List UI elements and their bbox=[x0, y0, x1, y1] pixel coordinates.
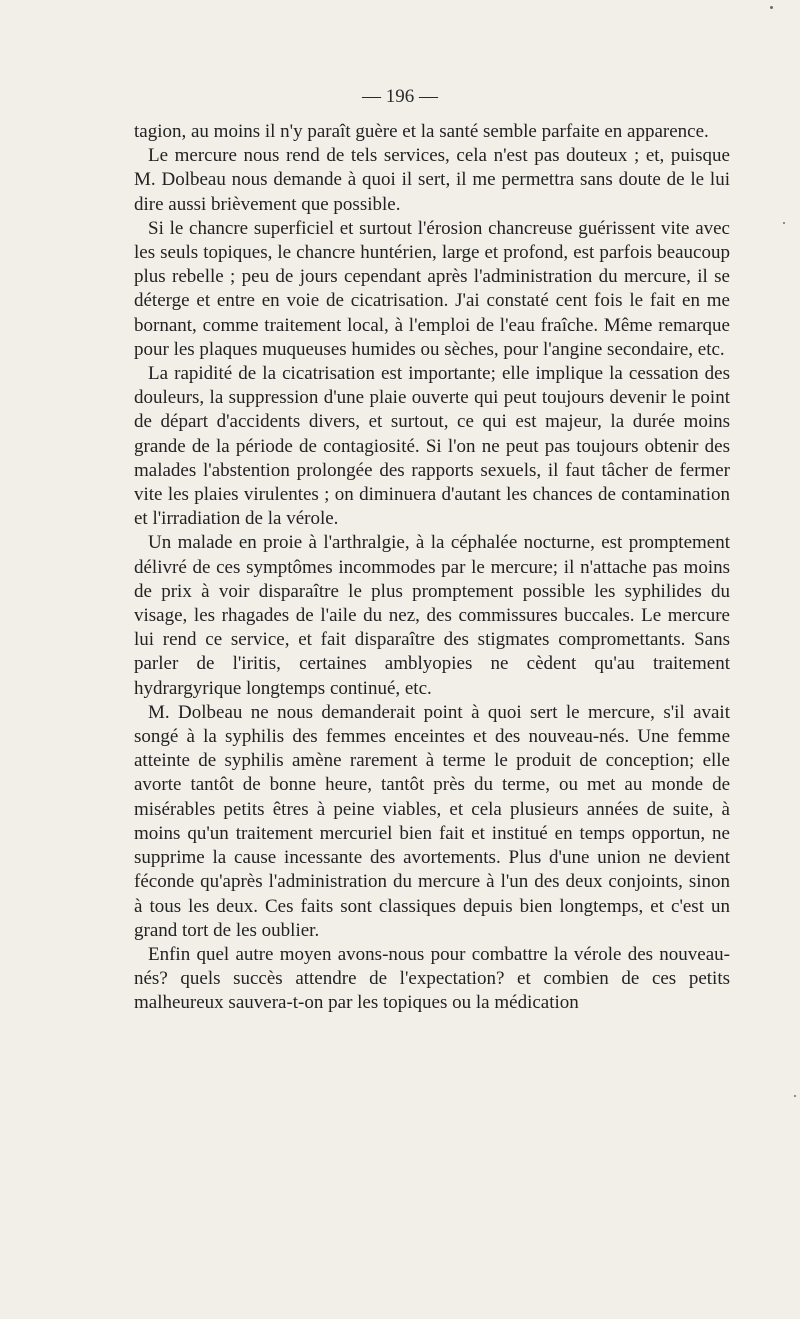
paragraph-1: tagion, au moins il n'y paraît guère et la santé semble parfaite en apparence. bbox=[134, 121, 709, 142]
paper-speck bbox=[783, 222, 785, 224]
paragraph-5: Un malade en proie à l'arthralgie, à la céphalée nocturne, est promptement délivré de ces symptômes incommodes par le mercure; il n'attache pas moins de prix à voir disparaître le plus promptement possible les syphilides du visage, les rhagades de l'aile du nez, des commissures buccales. Le mercure lui rend ce service, et fait disparaître des stigmates compromettants. Sans parler de l'iritis, certaines amblyopies ne cèdent qu'au traitement hydrargyrique longtemps continué, etc. bbox=[134, 532, 730, 699]
paper-speck bbox=[794, 1095, 796, 1097]
body-text bbox=[134, 120, 730, 1016]
paragraph-2: Le mercure nous rend de tels services, cela n'est pas douteux ; et, puisque M. Dolbeau nous demande à quoi il sert, il me permettra sans doute de le lui dire aussi brièvement que possible. bbox=[134, 145, 730, 215]
page-number: — 196 — bbox=[362, 86, 438, 107]
paragraph-4: La rapidité de la cicatrisation est importante; elle implique la cessation des douleurs, la suppression d'une plaie ouverte qui peut toujours devenir le point de départ d'accidents divers, et surtout, ce qui est majeur, la durée moins grande de la période de contagiosité. Si l'on ne peut pas toujours obtenir des malades l'abstention prolongée des rapports sexuels, il faut tâcher de fermer vite les plaies virulentes ; on diminuera d'autant les chances de contamination et l'irradiation de la vérole. bbox=[134, 363, 730, 530]
paragraph-6: M. Dolbeau ne nous demanderait point à quoi sert le mercure, s'il avait songé à la syphilis des femmes enceintes et des nouveau-nés. Une femme atteinte de syphilis amène rarement à terme le produit de conception; elle avorte tantôt de bonne heure, tantôt près du terme, ou met au monde de misérables petits êtres à peine viables, et cela plusieurs années de suite, à moins qu'un traitement mercuriel bien fait et institué en temps opportun, ne supprime la cause incessante des avortements. Plus d'une union ne devient féconde qu'après l'administration du mercure à l'un des deux conjoints, sinon à tous les deux. Ces faits sont classiques depuis bien longtemps, et c'est un grand tort de les oublier. bbox=[134, 701, 730, 941]
paragraph-7: Enfin quel autre moyen avons-nous pour combattre la vérole des nouveau-nés? quels succès attendre de l'expectation? et combien de ces petits malheureux sauvera-t-on par les topiques ou la médication bbox=[134, 943, 730, 1014]
paper-speck bbox=[770, 6, 773, 9]
paragraph-3: Si le chancre superficiel et surtout l'érosion chancreuse guérissent vite avec les seuls topiques, le chancre huntérien, large et profond, est parfois beaucoup plus rebelle ; peu de jours cependant après l'administration du mercure, il se déterge et entre en voie de cicatrisation. J'ai constaté cent fois le fait en me bornant, comme traitement local, à l'emploi de l'eau fraîche. Même remarque pour les plaques muqueuses humides ou sèches, pour l'angine secondaire, etc. bbox=[134, 217, 730, 360]
